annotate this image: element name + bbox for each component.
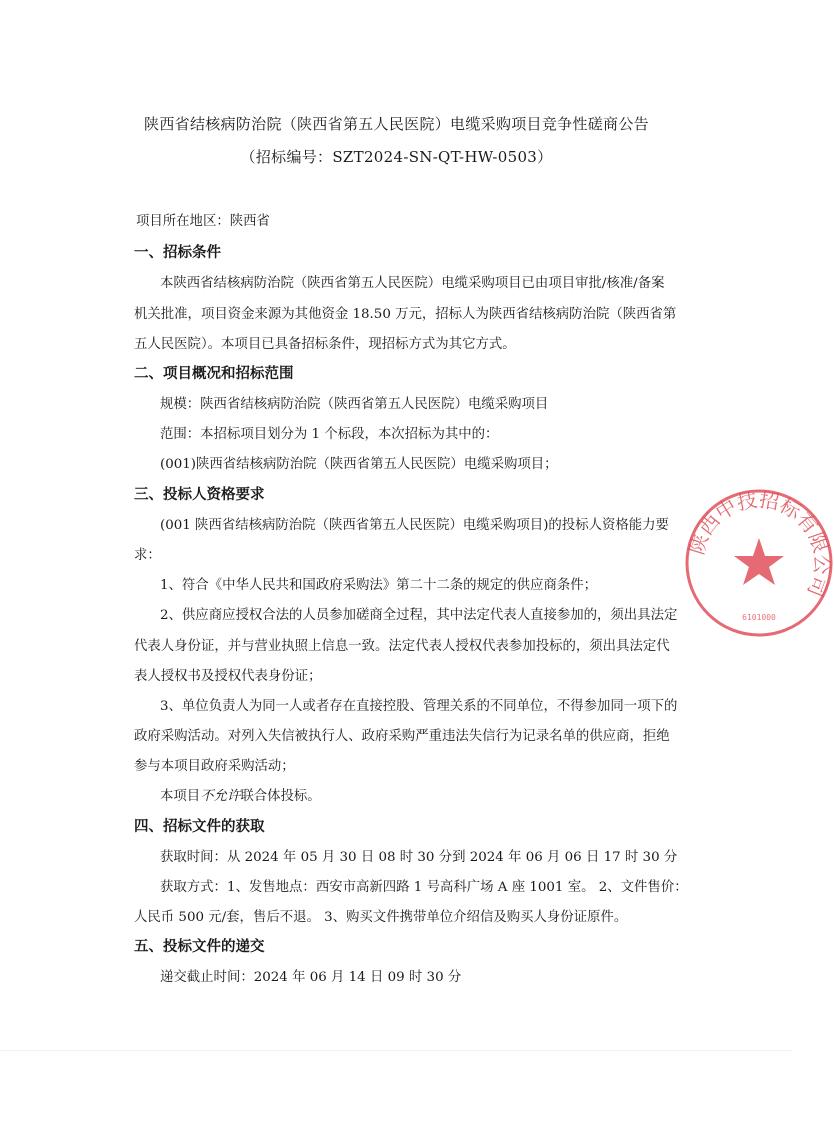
section-4-heading: 四、招标文件的获取 (134, 819, 265, 835)
company-seal (684, 488, 834, 638)
seal-text: 陕西中技招标有限公司 (684, 488, 834, 601)
section-4-text: 人民币 500 元/套，售后不退。 3、购买文件携带单位介绍信及购买人身份证原件。 (134, 910, 628, 925)
consortium-not-allowed: 不允许 (200, 789, 241, 804)
section-1-heading: 一、招标条件 (134, 245, 221, 261)
section-3-text: 1、符合《中华人民共和国政府采购法》第二十二条的规定的供应商条件； (160, 578, 598, 593)
section-3-text: 求： (134, 548, 161, 563)
project-region: 项目所在地区：陕西省 (136, 214, 270, 229)
section-4-text: 获取时间：从 2024 年 05 月 30 日 08 时 30 分到 2024 年 06 月 06 日 17 时 30 分 (160, 850, 678, 865)
section-2-text: 范围：本招标项目划分为 1 个标段，本次招标为其中的： (160, 427, 499, 442)
section-2-text: (001)陕西省结核病防治院（陕西省第五人民医院）电缆采购项目； (160, 457, 558, 472)
section-2-heading: 二、项目概况和招标范围 (134, 366, 294, 382)
scan-edge-line (0, 1050, 793, 1051)
section-3-text: 参与本项目政府采购活动； (134, 759, 295, 774)
section-2-text: 规模：陕西省结核病防治院（陕西省第五人民医院）电缆采购项目 (160, 397, 549, 412)
seal-star-icon (734, 538, 784, 585)
section-3-text: 代表人身份证，并与营业执照上信息一致。法定代表人授权代表参加投标的，须出具法定代 (134, 639, 670, 654)
seal-code: 6101000 (742, 613, 776, 622)
section-3-text: (001 陕西省结核病防治院（陕西省第五人民医院）电缆采购项目)的投标人资格能力要 (160, 518, 669, 533)
section-1-text: 本陕西省结核病防治院（陕西省第五人民医院）电缆采购项目已由项目审批/核准/备案 (160, 276, 665, 291)
consortium-prefix: 本项目 (160, 789, 201, 804)
section-3-text: 政府采购活动。对列入失信被执行人、政府采购严重违法失信行为记录名单的供应商，拒绝 (134, 729, 670, 744)
section-3-text: 表人授权书及授权代表身份证； (134, 669, 322, 684)
section-3-text: 3、单位负责人为同一人或者存在直接控股、管理关系的不同单位，不得参加同一项下的 (160, 699, 678, 714)
document-title: 陕西省结核病防治院（陕西省第五人民医院）电缆采购项目竞争性磋商公告 (144, 115, 649, 133)
tender-number: （招标编号：SZT2024-SN-QT-HW-0503） (240, 148, 553, 166)
section-1-text: 五人民医院）。本项目已具备招标条件，现招标方式为其它方式。 (134, 337, 516, 352)
seal-graphic (684, 488, 834, 638)
section-5-text: 递交截止时间：2024 年 06 月 14 日 09 时 30 分 (160, 970, 462, 985)
section-3-text (160, 788, 321, 806)
section-4-text: 获取方式：1、发售地点：西安市高新四路 1 号高科广场 A 座 1001 室。 2、文件售价： (160, 880, 688, 895)
section-1-text: 机关批准，项目资金来源为其他资金 18.50 万元，招标人为陕西省结核病防治院（陕西省第 (134, 307, 677, 322)
section-5-heading: 五、投标文件的递交 (134, 939, 265, 955)
section-3-text: 2、供应商应授权合法的人员参加磋商全过程，其中法定代表人直接参加的，须出具法定 (160, 608, 678, 623)
section-3-heading: 三、投标人资格要求 (134, 487, 265, 503)
consortium-suffix: 联合体投标。 (240, 789, 321, 804)
